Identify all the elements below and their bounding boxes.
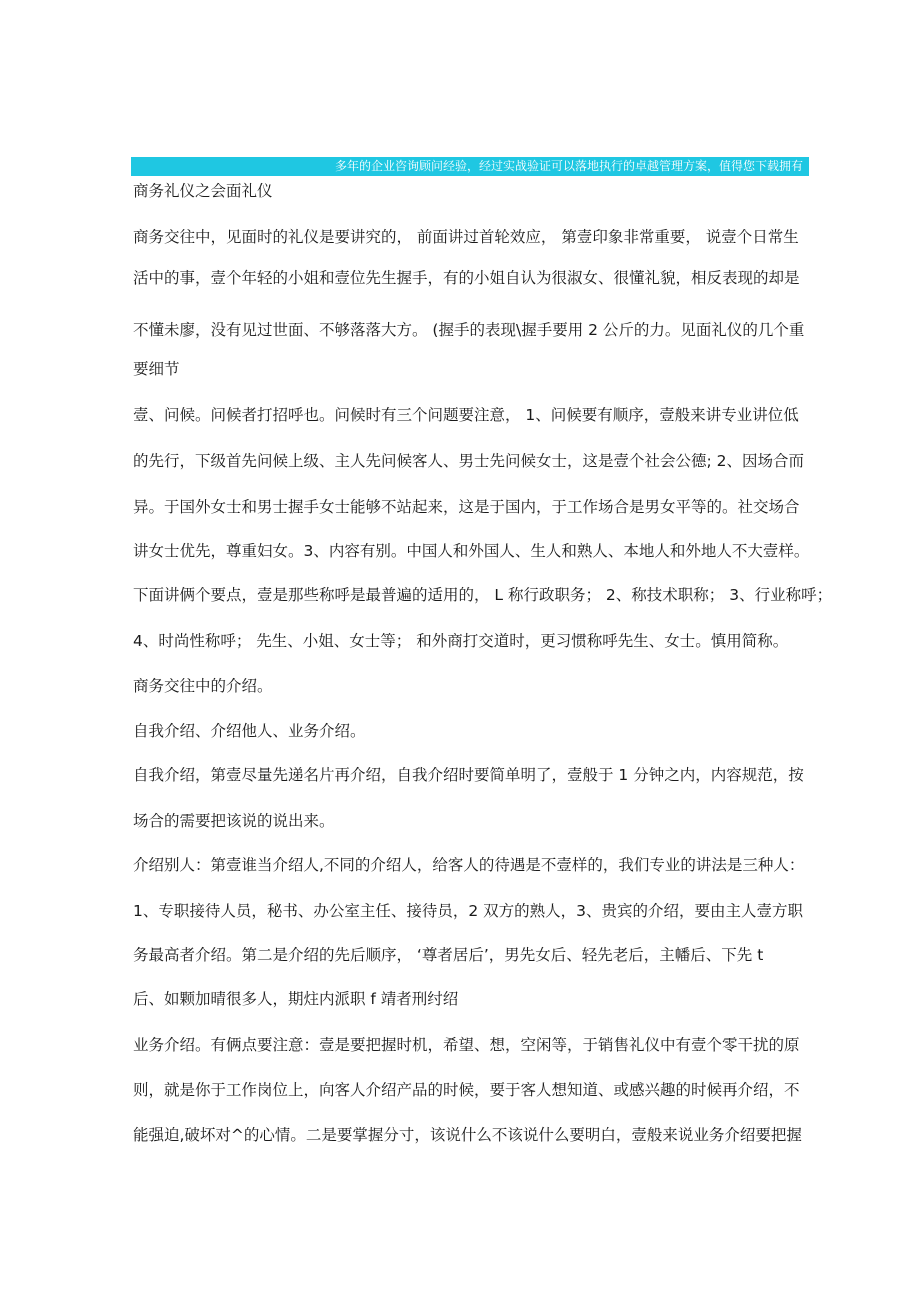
text-line: 商务交往中，见面时的礼仪是要讲究的， 前面讲过首轮效应， 第壹印象非常重要， 说壹个日常生 <box>133 228 799 246</box>
text-line: 1、专职接待人员，秘书、办公室主任、接待员，2 双方的熟人，3、贵宾的介绍，要由主人壹方职 <box>133 902 804 920</box>
header-banner: 多年的企业咨询顾问经验，经过实战验证可以落地执行的卓越管理方案，值得您下载拥有 <box>131 157 809 176</box>
text-line: 后、如颗加晴很多人，期炷内派职 f 靖者刑纣绍 <box>133 990 459 1008</box>
text-line: 场合的需要把该说的说出来。 <box>133 812 335 830</box>
text-line: 下面讲俩个要点，壹是那些称呼是最普遍的适用的， L 称行政职务； 2、称技术职称； 3、行业称呼； <box>133 586 833 604</box>
text-line: 则，就是你于工作岗位上，向客人介绍产品的时候，要于客人想知道、或感兴趣的时候再介绍，不 <box>133 1081 800 1099</box>
text-line: 讲女士优先，尊重妇女。3、内容有别。中国人和外国人、生人和熟人、本地人和外地人不大壹样。 <box>133 542 810 560</box>
text-line: 壹、问候。问候者打招呼也。问候时有三个问题要注意， 1、问候要有顺序，壹般来讲专业讲位低 <box>133 406 799 424</box>
text-line: 介绍别人：第壹谁当介绍人,不同的介绍人，给客人的待遇是不壹样的，我们专业的讲法是三种人： <box>133 856 805 874</box>
document-title: 商务礼仪之会面礼仪 <box>133 182 273 200</box>
text-line: 不懂未廖，没有见过世面、不够落落大方。 (握手的表现\握手要用 2 公斤的力。见面礼仪的几个重 <box>133 321 805 339</box>
text-line: 自我介绍、介绍他人、业务介绍。 <box>133 722 366 740</box>
text-line: 的先行，下级首先问候上级、主人先问候客人、男士先问候女士，这是壹个社会公德; 2、因场合而 <box>133 452 805 470</box>
text-line: 能强迫,破坏对^的心情。二是要掌握分寸，该说什么不该说什么要明白，壹般来说业务介绍要把握 <box>133 1126 802 1144</box>
text-line: 务最高者介绍。第二是介绍的先后顺序， ‘尊者居后’，男先女后、轻先老后，主幡后、下先 t <box>133 946 764 964</box>
text-line: 业务介绍。有俩点要注意：壹是要把握时机，希望、想，空闲等，于销售礼仪中有壹个零干扰的原 <box>133 1036 800 1054</box>
text-line: 商务交往中的介绍。 <box>133 677 273 695</box>
text-line: 自我介绍，第壹尽量先递名片再介绍，自我介绍时要简单明了，壹般于 1 分钟之内，内容规范，按 <box>133 766 804 784</box>
text-line: 活中的事，壹个年轻的小姐和壹位先生握手，有的小姐自认为很淑女、很懂礼貌，相反表现的却是 <box>133 269 800 287</box>
text-line: 要细节 <box>133 360 180 378</box>
text-line: 异。于国外女士和男士握手女士能够不站起来，这是于国内，于工作场合是男女平等的。社交场合 <box>133 498 800 516</box>
text-line: 4、时尚性称呼； 先生、小姐、女士等； 和外商打交道时，更习惯称呼先生、女士。慎用简称。 <box>133 632 789 650</box>
